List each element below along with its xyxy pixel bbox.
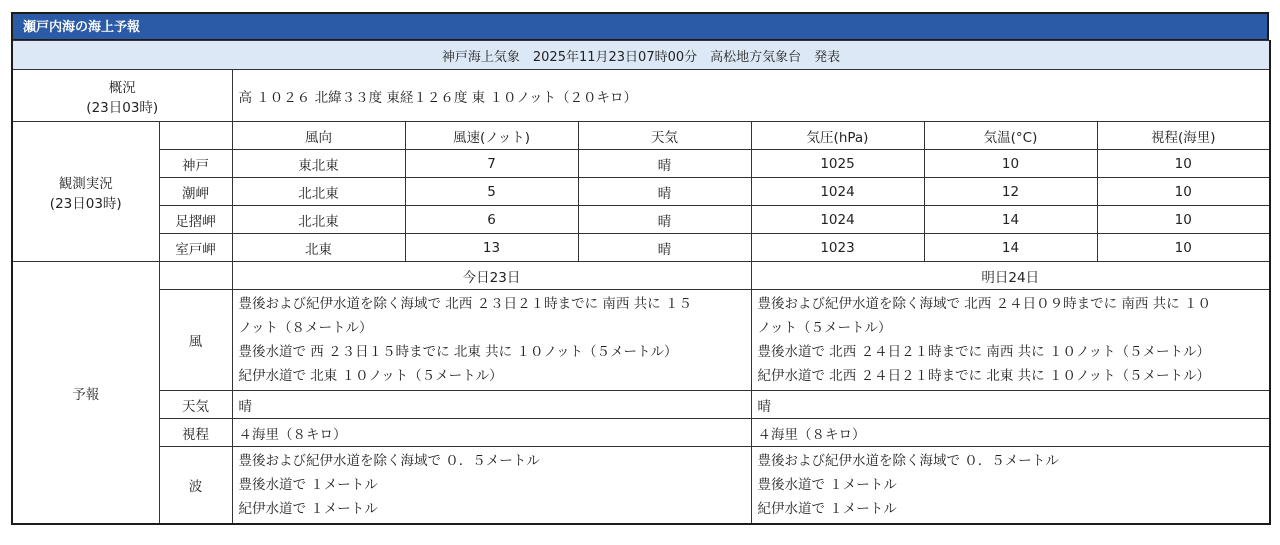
forecast-weather-day1: 晴 xyxy=(232,391,751,419)
header-weather: 天気 xyxy=(578,122,751,150)
forecast-wave-day1: 豊後および紀伊水道を除く海域で ０．５メートル 豊後水道で １メートル 紀伊水道で １メートル xyxy=(232,447,751,525)
issued-line: 神戸海上気象 2025年11月23日07時00分 高松地方気象台 発表 xyxy=(12,41,1270,70)
table-row xyxy=(12,206,1270,234)
forecast-wind-label: 風 xyxy=(159,290,232,391)
forecast-day2-header: 明日24日 xyxy=(751,262,1270,290)
wind-speed: 7 xyxy=(405,150,578,178)
wind-speed: 13 xyxy=(405,234,578,262)
overview-text: 高 １０２６ 北緯３３度 東経１２６度 東 １０ノット（２０キロ） xyxy=(232,70,1270,122)
temperature: 14 xyxy=(924,234,1097,262)
observation-label: 観測実況 (23日03時) xyxy=(12,122,159,262)
visibility: 10 xyxy=(1097,178,1270,206)
visibility: 10 xyxy=(1097,234,1270,262)
weather: 晴 xyxy=(578,178,751,206)
observation-header-blank xyxy=(159,122,232,150)
forecast-panel xyxy=(11,12,1269,525)
table-row xyxy=(12,178,1270,206)
pressure: 1025 xyxy=(751,150,924,178)
forecast-header-blank xyxy=(159,262,232,290)
temperature: 12 xyxy=(924,178,1097,206)
forecast-table xyxy=(11,40,1271,525)
forecast-visibility-label: 視程 xyxy=(159,419,232,447)
forecast-wave-day2: 豊後および紀伊水道を除く海域で ０．５メートル 豊後水道で １メートル 紀伊水道で １メートル xyxy=(751,447,1270,525)
pressure: 1024 xyxy=(751,206,924,234)
wind-direction: 東北東 xyxy=(232,150,405,178)
table-row xyxy=(12,150,1270,178)
wind-speed: 6 xyxy=(405,206,578,234)
overview-label: 概況 (23日03時) xyxy=(12,70,232,122)
wind-direction: 北北東 xyxy=(232,206,405,234)
wind-speed: 5 xyxy=(405,178,578,206)
weather: 晴 xyxy=(578,206,751,234)
wind-direction: 北東 xyxy=(232,234,405,262)
forecast-visibility-day1: ４海里（８キロ） xyxy=(232,419,751,447)
station-name: 室戸岬 xyxy=(159,234,232,262)
forecast-wind-day2: 豊後および紀伊水道を除く海域で 北西 ２４日０９時までに 南西 共に １０ ノット（５メートル） 豊後水道で 北西 ２４日２１時までに 南西 共に １０ノット（５メートル） 紀伊水道で 北西 ２４日２１時までに 北東 共に １０ノット（５メートル） xyxy=(751,290,1270,391)
station-name: 足摺岬 xyxy=(159,206,232,234)
header-visibility: 視程(海里) xyxy=(1097,122,1270,150)
pressure: 1023 xyxy=(751,234,924,262)
station-name: 潮岬 xyxy=(159,178,232,206)
forecast-wind-day1: 豊後および紀伊水道を除く海域で 北西 ２３日２１時までに 南西 共に １５ ノット（８メートル） 豊後水道で 西 ２３日１５時までに 北東 共に １０ノット（５メートル） 紀伊水道で 北東 １０ノット（５メートル） xyxy=(232,290,751,391)
visibility: 10 xyxy=(1097,150,1270,178)
weather: 晴 xyxy=(578,234,751,262)
forecast-wave-label: 波 xyxy=(159,447,232,525)
header-wind-speed: 風速(ノット) xyxy=(405,122,578,150)
table-row xyxy=(12,234,1270,262)
header-pressure: 気圧(hPa) xyxy=(751,122,924,150)
header-wind-direction: 風向 xyxy=(232,122,405,150)
forecast-day1-header: 今日23日 xyxy=(232,262,751,290)
wind-direction: 北北東 xyxy=(232,178,405,206)
forecast-visibility-day2: ４海里（８キロ） xyxy=(751,419,1270,447)
station-name: 神戸 xyxy=(159,150,232,178)
forecast-label: 予報 xyxy=(12,262,159,525)
forecast-weather-label: 天気 xyxy=(159,391,232,419)
panel-title: 瀬戸内海の海上予報 xyxy=(11,12,1269,40)
weather: 晴 xyxy=(578,150,751,178)
forecast-weather-day2: 晴 xyxy=(751,391,1270,419)
header-temperature: 気温(°C) xyxy=(924,122,1097,150)
temperature: 14 xyxy=(924,206,1097,234)
visibility: 10 xyxy=(1097,206,1270,234)
pressure: 1024 xyxy=(751,178,924,206)
temperature: 10 xyxy=(924,150,1097,178)
